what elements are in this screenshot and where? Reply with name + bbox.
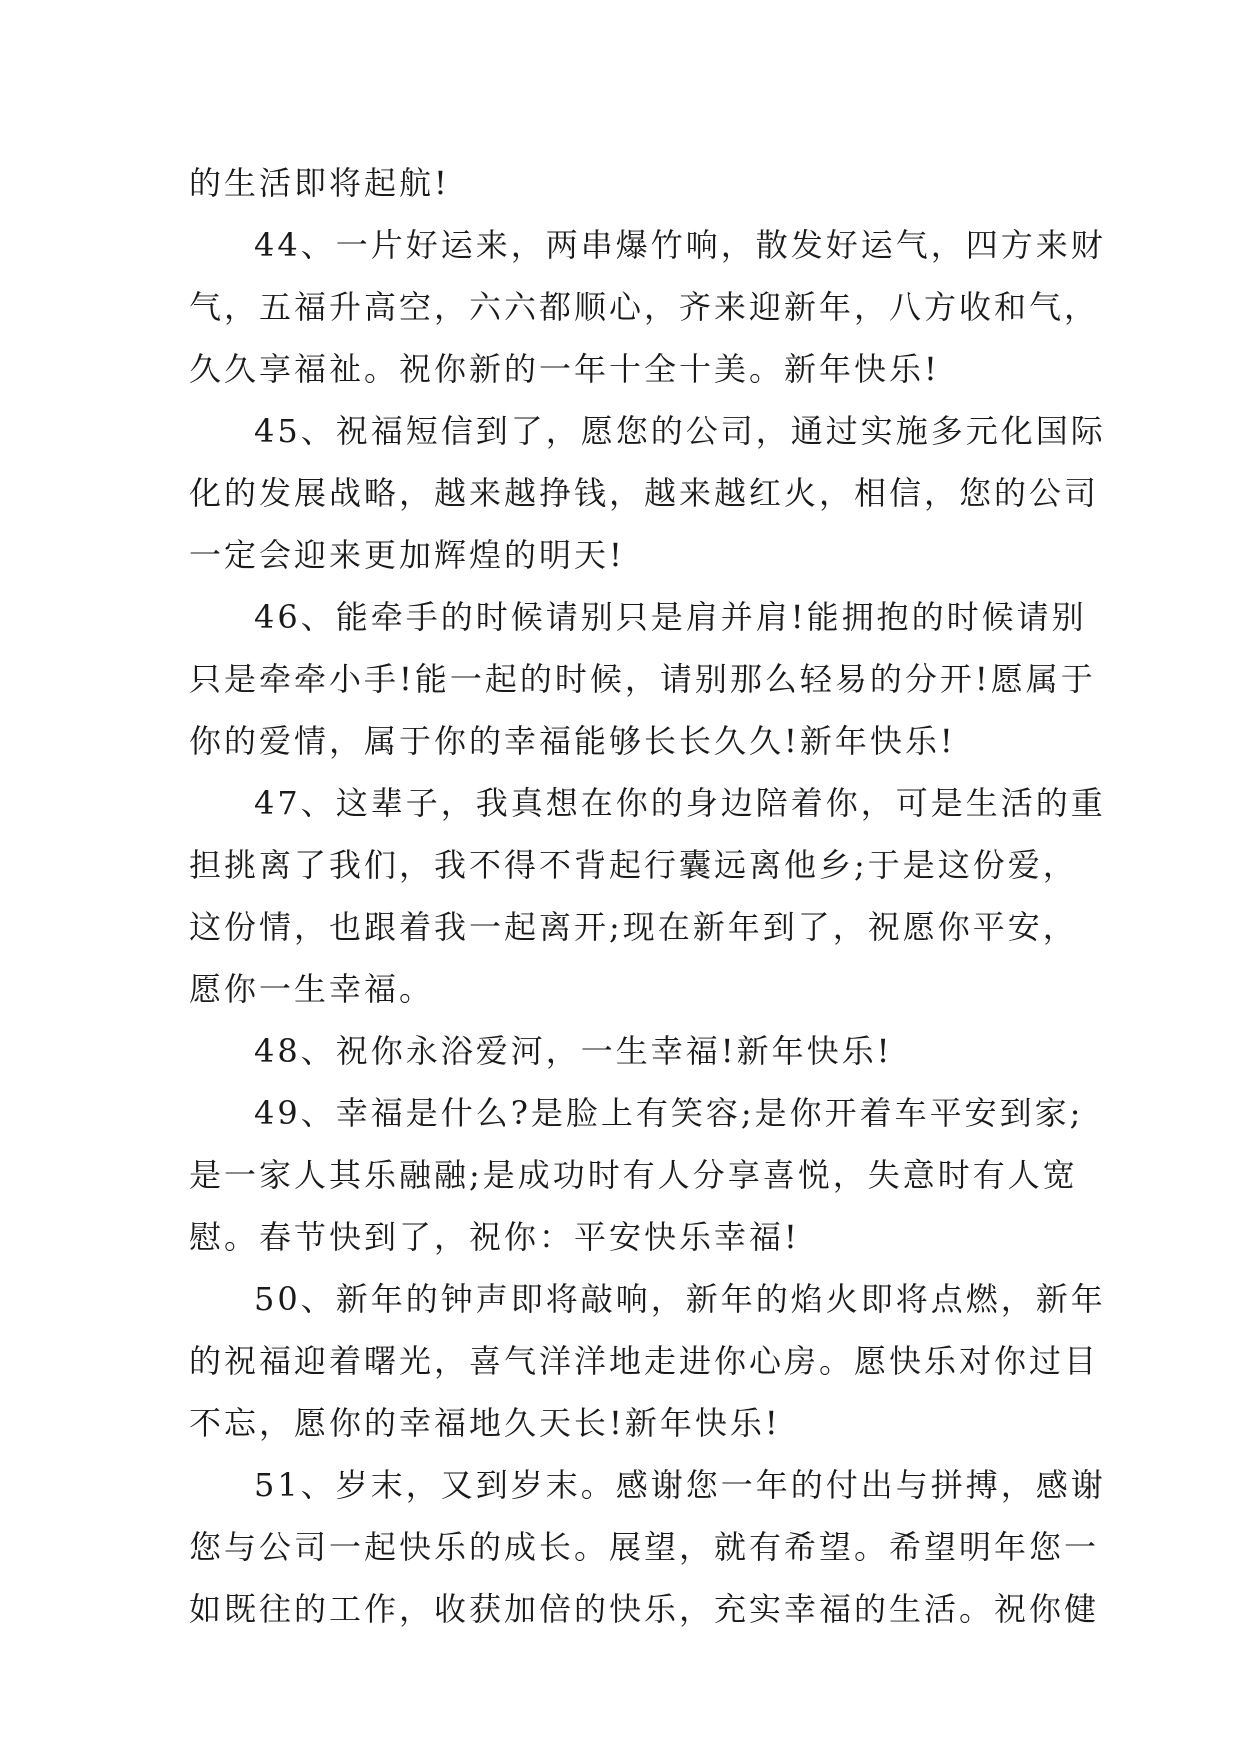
- text-line: 48、祝你永浴爱河，一生幸福!新年快乐!: [254, 1032, 893, 1070]
- text-line: 愿你一生幸福。: [189, 970, 435, 1008]
- text-line: 49、幸福是什么?是脸上有笑容;是你开着车平安到家;: [254, 1094, 1084, 1132]
- text-line: 51、岁末，又到岁末。感谢您一年的付出与拼搏，感谢: [254, 1466, 1106, 1504]
- text-line: 只是牵牵小手!能一起的时候，请别那么轻易的分开!愿属于: [189, 660, 1096, 698]
- text-line: 是一家人其乐融融;是成功时有人分享喜悦，失意时有人宽: [189, 1156, 1078, 1194]
- text-line: 45、祝福短信到了，愿您的公司，通过实施多元化国际: [254, 412, 1106, 450]
- text-line: 化的发展战略，越来越挣钱，越来越红火，相信，您的公司: [189, 474, 1100, 512]
- text-line: 一定会迎来更加辉煌的明天!: [189, 536, 625, 574]
- text-line: 如既往的工作，收获加倍的快乐，充实幸福的生活。祝你健: [189, 1590, 1100, 1628]
- text-line: 的祝福迎着曙光，喜气洋洋地走进你心房。愿快乐对你过目: [189, 1342, 1100, 1380]
- text-line: 气，五福升高空，六六都顺心，齐来迎新年，八方收和气，: [189, 288, 1100, 326]
- text-line: 你的爱情，属于你的幸福能够长长久久!新年快乐!: [189, 722, 956, 760]
- text-line: 您与公司一起快乐的成长。展望，就有希望。希望明年您一: [189, 1528, 1100, 1566]
- text-line: 50、新年的钟声即将敲响，新年的焰火即将点燃，新年: [254, 1280, 1106, 1318]
- text-line: 44、一片好运来，两串爆竹响，散发好运气，四方来财: [254, 226, 1106, 264]
- document-body: [189, 152, 1106, 1640]
- text-line: 担挑离了我们，我不得不背起行囊远离他乡;于是这份爱，: [189, 846, 1078, 884]
- text-line: 46、能牵手的时候请别只是肩并肩!能拥抱的时候请别: [254, 598, 1087, 636]
- text-line: 的生活即将起航!: [189, 164, 450, 202]
- text-line: 不忘，愿你的幸福地久天长!新年快乐!: [189, 1404, 781, 1442]
- text-line: 这份情，也跟着我一起离开;现在新年到了，祝愿你平安，: [189, 908, 1078, 946]
- text-line: 久久享福祉。祝你新的一年十全十美。新年快乐!: [189, 350, 940, 388]
- text-line: 慰。春节快到了，祝你：平安快乐幸福!: [189, 1218, 800, 1256]
- text-line: 47、这辈子，我真想在你的身边陪着你，可是生活的重: [254, 784, 1106, 822]
